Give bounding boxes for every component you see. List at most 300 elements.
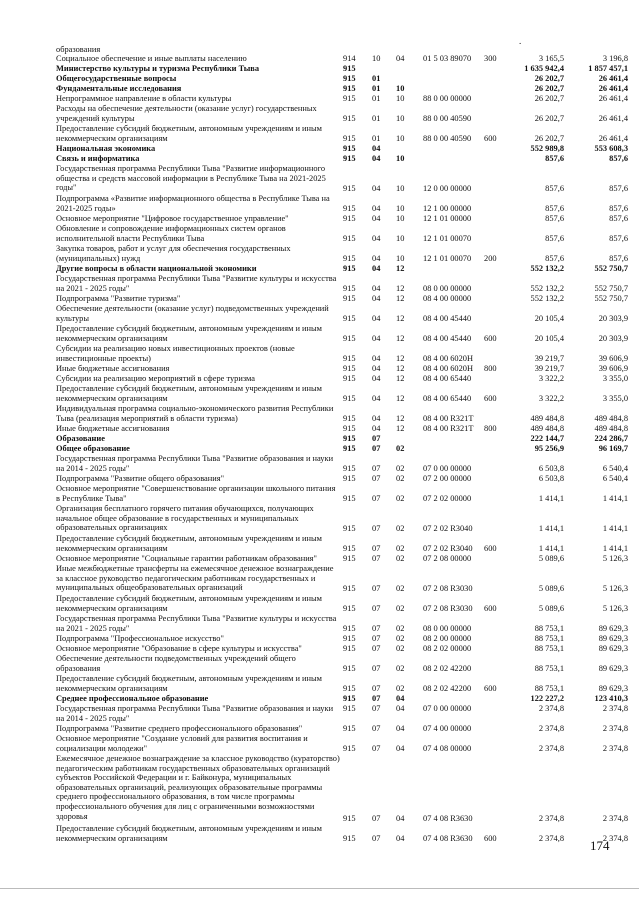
- row-name: Среднее профессиональное образование: [56, 694, 209, 703]
- code-rz: 07: [372, 544, 381, 553]
- code-cs: 08 0 00 00000: [423, 284, 472, 293]
- code-pr: 02: [396, 684, 405, 693]
- page-number: 174: [590, 838, 610, 853]
- code-gl: 915: [343, 814, 356, 823]
- code-cs: 12 1 01 00000: [423, 214, 472, 223]
- code-rz: 07: [372, 474, 381, 483]
- amount-2022: 2 374,8: [538, 704, 564, 713]
- row-name: Предоставление субсидий бюджетным, автономным учреждениям и иным некоммерческим организациям: [56, 594, 322, 613]
- amount-2023: 5 126,3: [602, 604, 628, 613]
- code-rz: 07: [372, 724, 381, 733]
- code-gl: 915: [343, 494, 356, 503]
- row-name: Связь и информатика: [56, 154, 140, 163]
- code-vr: 600: [484, 834, 497, 843]
- code-gl: 915: [343, 184, 356, 193]
- amount-2023: 857,6: [609, 254, 628, 263]
- code-rz: 01: [372, 84, 381, 93]
- code-rz: 07: [372, 744, 381, 753]
- code-pr: 02: [396, 584, 405, 593]
- code-vr: 600: [484, 544, 497, 553]
- code-rz: 07: [372, 584, 381, 593]
- row-name: Другие вопросы в области национальной экономики: [56, 264, 257, 273]
- code-cs: 07 4 08 R3630: [423, 834, 473, 843]
- amount-2022: 3 322,2: [538, 394, 564, 403]
- amount-2023: 553 608,3: [594, 144, 628, 153]
- code-gl: 915: [343, 294, 356, 303]
- row-name: Основное мероприятие "Совершенствование организации школьного питания в Республике Тыва": [56, 484, 336, 503]
- amount-2023: 89 629,3: [598, 664, 628, 673]
- code-gl: 915: [343, 464, 356, 473]
- code-rz: 01: [372, 94, 381, 103]
- row-name: образования: [56, 45, 101, 54]
- code-cs: 07 4 08 00000: [423, 744, 472, 753]
- code-cs: 08 2 02 42200: [423, 684, 472, 693]
- code-rz: 01: [372, 74, 381, 83]
- code-pr: 02: [396, 604, 405, 613]
- amount-2022: 88 753,1: [534, 644, 564, 653]
- amount-2023: 89 629,3: [598, 634, 628, 643]
- code-cs: 07 0 00 00000: [423, 704, 472, 713]
- amount-2023: 1 857 457,1: [588, 64, 628, 73]
- code-cs: 08 4 00 6020Н: [423, 354, 474, 363]
- code-gl: 915: [343, 84, 356, 93]
- code-rz: 04: [372, 414, 381, 423]
- code-pr: 10: [396, 184, 405, 193]
- code-pr: 12: [396, 284, 405, 293]
- code-cs: 08 4 00 45440: [423, 314, 472, 323]
- amount-2023: 5 126,3: [602, 584, 628, 593]
- amount-2023: 489 484,8: [594, 414, 628, 423]
- amount-2022: 95 256,9: [534, 444, 564, 453]
- code-pr: 04: [396, 724, 405, 733]
- amount-2023: 1 414,1: [602, 544, 628, 553]
- code-pr: 10: [396, 204, 405, 213]
- code-rz: 07: [372, 554, 381, 563]
- amount-2022: 222 144,7: [530, 434, 564, 443]
- code-cs: 08 2 02 42200: [423, 664, 472, 673]
- amount-2023: 5 126,3: [602, 554, 628, 563]
- code-rz: 04: [372, 354, 381, 363]
- code-rz: 07: [372, 464, 381, 473]
- amount-2023: 552 750,7: [594, 284, 628, 293]
- code-rz: 07: [372, 524, 381, 533]
- code-rz: 04: [372, 334, 381, 343]
- code-rz: 07: [372, 704, 381, 713]
- row-name: Социальное обеспечение и иные выплаты населению: [56, 54, 247, 63]
- amount-2023: 26 461,4: [598, 74, 628, 83]
- code-gl: 915: [343, 114, 356, 123]
- code-rz: 10: [372, 54, 381, 63]
- amount-2023: 2 374,8: [602, 704, 628, 713]
- amount-2022: 26 202,7: [534, 94, 564, 103]
- code-gl: 915: [343, 584, 356, 593]
- amount-2022: 857,6: [545, 214, 564, 223]
- code-pr: 12: [396, 424, 405, 433]
- row-name: Образование: [56, 434, 105, 443]
- amount-2023: 6 540,4: [602, 464, 628, 473]
- row-name: Предоставление субсидий бюджетным, автономным учреждениям и иным некоммерческим организациям: [56, 124, 322, 143]
- amount-2023: 3 355,0: [602, 394, 628, 403]
- amount-2023: 224 286,7: [594, 434, 628, 443]
- row-name: Ежемесячное денежное вознаграждение за классное руководство (кураторство) педагогическим работникам государственных образовательных организаций субъектов Российской Федерации и г. Байконура, муниципальных образовательных организаций, реализующих образовательные программы среднего профессионального образования, в том числе программы профессионального обучения для лиц с ограниченными возможностями здоровья: [56, 754, 340, 821]
- code-cs: 07 2 08 00000: [423, 554, 472, 563]
- code-gl: 915: [343, 364, 356, 373]
- code-gl: 915: [343, 744, 356, 753]
- code-pr: 04: [396, 814, 405, 823]
- code-pr: 02: [396, 644, 405, 653]
- code-vr: 300: [484, 54, 497, 63]
- row-name: Основное мероприятие "Образование в сфере культуры и искусства": [56, 644, 302, 653]
- code-rz: 07: [372, 444, 381, 453]
- code-cs: 08 4 00 00000: [423, 294, 472, 303]
- code-rz: 01: [372, 114, 381, 123]
- code-vr: 600: [484, 394, 497, 403]
- code-gl: 915: [343, 444, 356, 453]
- amount-2023: 857,6: [609, 234, 628, 243]
- code-pr: 12: [396, 414, 405, 423]
- code-cs: 07 2 02 00000: [423, 494, 472, 503]
- code-gl: 915: [343, 234, 356, 243]
- code-cs: 88 0 00 40590: [423, 114, 472, 123]
- row-name: Национальная экономика: [56, 144, 156, 153]
- code-rz: 04: [372, 284, 381, 293]
- code-gl: 915: [343, 554, 356, 563]
- amount-2023: 123 410,3: [594, 694, 628, 703]
- code-rz: 07: [372, 644, 381, 653]
- code-pr: 10: [396, 234, 405, 243]
- code-cs: 07 2 00 00000: [423, 474, 472, 483]
- amount-2023: 39 606,9: [598, 364, 628, 373]
- amount-2022: 552 132,2: [530, 294, 564, 303]
- code-gl: 915: [343, 204, 356, 213]
- code-pr: 10: [396, 84, 405, 93]
- amount-2023: 89 629,3: [598, 684, 628, 693]
- code-pr: 04: [396, 704, 405, 713]
- code-cs: 08 0 00 00000: [423, 624, 472, 633]
- amount-2022: 857,6: [545, 184, 564, 193]
- amount-2022: 5 089,6: [538, 554, 564, 563]
- amount-2023: 2 374,8: [602, 834, 628, 843]
- amount-2022: 39 219,7: [534, 354, 564, 363]
- amount-2022: 1 635 942,4: [524, 64, 564, 73]
- code-cs: 07 4 08 R3630: [423, 814, 473, 823]
- amount-2023: 89 629,3: [598, 644, 628, 653]
- amount-2023: 857,6: [609, 184, 628, 193]
- row-name: Предоставление субсидий бюджетным, автономным учреждениям и иным некоммерческим организациям: [56, 534, 322, 553]
- code-pr: 12: [396, 394, 405, 403]
- row-name: Государственная программа Республики Тыва "Развитие культуры и искусства на 2021 - 2025 годы": [56, 614, 337, 633]
- code-pr: 12: [396, 354, 405, 363]
- row-name: Основное мероприятие "Создание условий для развития воспитания и социализации молодежи": [56, 734, 308, 753]
- code-pr: 02: [396, 544, 405, 553]
- amount-2023: 2 374,8: [602, 744, 628, 753]
- amount-2022: 5 089,6: [538, 584, 564, 593]
- code-pr: 10: [396, 94, 405, 103]
- code-cs: 08 4 00 65440: [423, 394, 472, 403]
- row-name: Общее образование: [56, 444, 130, 453]
- amount-2022: 1 414,1: [538, 524, 564, 533]
- code-cs: 07 2 08 R3030: [423, 584, 473, 593]
- code-rz: 01: [372, 134, 381, 143]
- code-cs: 88 0 00 40590: [423, 134, 472, 143]
- amount-2022: 122 227,2: [530, 694, 564, 703]
- code-rz: 04: [372, 374, 381, 383]
- code-gl: 915: [343, 684, 356, 693]
- row-name: Государственная программа Республики Тыва "Развитие образования и науки на 2014 - 2025 годы": [56, 704, 334, 723]
- code-cs: 07 2 02 R3040: [423, 544, 473, 553]
- code-rz: 04: [372, 294, 381, 303]
- code-rz: 07: [372, 834, 381, 843]
- row-name: Иные бюджетные ассигнования: [56, 424, 170, 433]
- code-cs: 12 1 01 00070: [423, 234, 472, 243]
- amount-2023: 857,6: [609, 214, 628, 223]
- amount-2023: 20 303,9: [598, 334, 628, 343]
- amount-2022: 5 089,6: [538, 604, 564, 613]
- amount-2022: 20 105,4: [534, 334, 564, 343]
- code-gl: 915: [343, 394, 356, 403]
- amount-2022: 26 202,7: [534, 134, 564, 143]
- row-name: Государственная программа Республики Тыва "Развитие информационного общества и средств массовой информации в Республике Тыва на 2021-2025 годы": [56, 164, 326, 193]
- code-gl: 915: [343, 334, 356, 343]
- code-rz: 07: [372, 684, 381, 693]
- code-rz: 04: [372, 154, 381, 163]
- row-name: Закупка товаров, работ и услуг для обеспечения государственных (муниципальных) нужд: [56, 244, 291, 263]
- code-cs: 08 2 02 00000: [423, 644, 472, 653]
- code-vr: 800: [484, 424, 497, 433]
- code-rz: 07: [372, 634, 381, 643]
- row-name: Расходы на обеспечение деятельности (оказание услуг) государственных учреждений культуры: [56, 104, 317, 123]
- code-pr: 02: [396, 664, 405, 673]
- code-cs: 12 0 00 00000: [423, 184, 472, 193]
- row-name: Фундаментальные исследования: [56, 84, 182, 93]
- amount-2022: 88 753,1: [534, 634, 564, 643]
- code-rz: 04: [372, 214, 381, 223]
- code-pr: 02: [396, 464, 405, 473]
- code-pr: 04: [396, 54, 405, 63]
- code-rz: 04: [372, 184, 381, 193]
- code-rz: 04: [372, 254, 381, 263]
- code-pr: 02: [396, 634, 405, 643]
- amount-2023: 6 540,4: [602, 474, 628, 483]
- row-name: Обеспечение деятельности подведомственных учреждений общего образования: [56, 654, 296, 673]
- code-cs: 08 4 00 65440: [423, 374, 472, 383]
- code-rz: 07: [372, 434, 381, 443]
- code-pr: 02: [396, 494, 405, 503]
- row-name: Организация бесплатного горячего питания обучающихся, получающих начальное общее образование в государственных и муниципальных образовательных организациях: [56, 504, 314, 533]
- amount-2022: 2 374,8: [538, 724, 564, 733]
- code-pr: 02: [396, 444, 405, 453]
- row-name: Иные межбюджетные трансферты на ежемесячное денежное вознаграждение за классное руководство педагогическим работникам государственных и муниципальных общеобразовательных организаций: [56, 564, 334, 593]
- amount-2022: 6 503,8: [538, 464, 564, 473]
- code-gl: 915: [343, 64, 356, 73]
- row-name: Подпрограмма "Профессиональное искусство": [56, 634, 224, 643]
- amount-2022: 857,6: [545, 234, 564, 243]
- row-name: Предоставление субсидий бюджетным, автономным учреждениям и иным некоммерческим организациям: [56, 824, 322, 843]
- code-pr: 12: [396, 374, 405, 383]
- code-gl: 915: [343, 634, 356, 643]
- code-pr: 04: [396, 834, 405, 843]
- row-name: Субсидии на реализацию новых инвестиционных проектов (новые инвестиционные проекты): [56, 344, 295, 363]
- amount-2022: 1 414,1: [538, 494, 564, 503]
- amount-2022: 552 132,2: [530, 284, 564, 293]
- row-name: Предоставление субсидий бюджетным, автономным учреждениям и иным некоммерческим организациям: [56, 384, 322, 403]
- row-name: Государственная программа Республики Тыва "Развитие образования и науки на 2014 - 2025 годы": [56, 454, 334, 473]
- code-vr: 200: [484, 254, 497, 263]
- code-vr: 600: [484, 684, 497, 693]
- amount-2022: 6 503,8: [538, 474, 564, 483]
- code-pr: 02: [396, 624, 405, 633]
- row-name: Государственная программа Республики Тыва "Развитие культуры и искусства на 2021 - 2025 годы": [56, 274, 337, 293]
- amount-2022: 3 165,5: [538, 54, 564, 63]
- code-rz: 04: [372, 144, 381, 153]
- amount-2022: 2 374,8: [538, 834, 564, 843]
- code-vr: 800: [484, 364, 497, 373]
- amount-2022: 489 484,8: [530, 424, 564, 433]
- code-rz: 07: [372, 814, 381, 823]
- row-name: Подпрограмма "Развитие туризма": [56, 294, 181, 303]
- code-gl: 915: [343, 544, 356, 553]
- code-rz: 07: [372, 494, 381, 503]
- amount-2022: 39 219,7: [534, 364, 564, 373]
- amount-2022: 552 132,2: [530, 264, 564, 273]
- amount-2022: 88 753,1: [534, 624, 564, 633]
- amount-2023: 20 303,9: [598, 314, 628, 323]
- amount-2023: 489 484,8: [594, 424, 628, 433]
- code-cs: 07 4 00 00000: [423, 724, 472, 733]
- code-gl: 915: [343, 74, 356, 83]
- code-gl: 915: [343, 144, 356, 153]
- amount-2022: 857,6: [545, 154, 564, 163]
- code-cs: 07 0 00 00000: [423, 464, 472, 473]
- amount-2022: 2 374,8: [538, 814, 564, 823]
- amount-2023: 2 374,8: [602, 724, 628, 733]
- row-name: Основное мероприятие "Цифровое государственное управление": [56, 214, 289, 223]
- code-gl: 915: [343, 254, 356, 263]
- row-name: Непрограммное направление в области культуры: [56, 94, 232, 103]
- row-name: Обеспечение деятельности (оказание услуг) подведомственных учреждений культуры: [56, 304, 329, 323]
- amount-2023: 39 606,9: [598, 354, 628, 363]
- amount-2023: 96 169,7: [598, 444, 628, 453]
- code-rz: 04: [372, 234, 381, 243]
- code-cs: 08 4 00 R321T: [423, 424, 474, 433]
- code-gl: 914: [343, 54, 356, 63]
- row-name: Субсидии на реализацию мероприятий в сфере туризма: [56, 374, 256, 383]
- code-vr: 600: [484, 134, 497, 143]
- code-pr: 12: [396, 294, 405, 303]
- code-gl: 915: [343, 724, 356, 733]
- code-cs: 12 1 01 00070: [423, 254, 472, 263]
- row-name: Подпрограмма "Развитие общего образования": [56, 474, 225, 483]
- code-pr: 10: [396, 114, 405, 123]
- code-cs: 08 4 00 45440: [423, 334, 472, 343]
- code-cs: 88 0 00 00000: [423, 94, 472, 103]
- code-gl: 915: [343, 284, 356, 293]
- amount-2023: 552 750,7: [594, 264, 628, 273]
- amount-2023: 2 374,8: [602, 814, 628, 823]
- code-rz: 04: [372, 314, 381, 323]
- code-pr: 12: [396, 264, 405, 273]
- code-cs: 12 1 00 00000: [423, 204, 472, 213]
- amount-2023: 3 355,0: [602, 374, 628, 383]
- code-gl: 915: [343, 314, 356, 323]
- row-name: Основное мероприятие "Социальные гарантии работникам образования": [56, 554, 317, 563]
- amount-2023: 857,6: [609, 204, 628, 213]
- code-pr: 10: [396, 154, 405, 163]
- code-pr: 10: [396, 214, 405, 223]
- amount-2022: 88 753,1: [534, 684, 564, 693]
- amount-2022: 489 484,8: [530, 414, 564, 423]
- amount-2022: 26 202,7: [534, 114, 564, 123]
- row-name: Индивидуальная программа социально-экономического развития Республики Тыва (реализация мероприятий в области туризма): [56, 404, 334, 423]
- code-pr: 12: [396, 334, 405, 343]
- code-rz: 07: [372, 664, 381, 673]
- code-rz: 04: [372, 264, 381, 273]
- code-gl: 915: [343, 374, 356, 383]
- code-gl: 915: [343, 474, 356, 483]
- code-rz: 07: [372, 694, 381, 703]
- amount-2023: 1 414,1: [602, 524, 628, 533]
- code-gl: 915: [343, 134, 356, 143]
- code-cs: 08 4 00 R321T: [423, 414, 474, 423]
- amount-2023: 857,6: [609, 154, 628, 163]
- amount-2023: 26 461,4: [598, 94, 628, 103]
- code-rz: 04: [372, 364, 381, 373]
- row-name: Министерство культуры и туризма Республики Тыва: [56, 64, 260, 73]
- code-pr: 10: [396, 254, 405, 263]
- code-pr: 02: [396, 524, 405, 533]
- page-marker: .: [519, 36, 522, 46]
- code-gl: 915: [343, 664, 356, 673]
- code-gl: 915: [343, 624, 356, 633]
- code-vr: 600: [484, 334, 497, 343]
- amount-2023: 552 750,7: [594, 294, 628, 303]
- code-rz: 04: [372, 204, 381, 213]
- code-rz: 04: [372, 424, 381, 433]
- bottom-rule: [0, 888, 639, 889]
- code-gl: 915: [343, 214, 356, 223]
- code-rz: 04: [372, 394, 381, 403]
- code-gl: 915: [343, 424, 356, 433]
- amount-2022: 26 202,7: [534, 84, 564, 93]
- code-rz: 07: [372, 604, 381, 613]
- code-cs: 07 2 02 R3040: [423, 524, 473, 533]
- code-gl: 915: [343, 524, 356, 533]
- row-name: Подпрограмма «Развитие информационного общества в Республике Тыва на 2021-2025 годы»: [56, 194, 330, 213]
- code-gl: 915: [343, 154, 356, 163]
- code-rz: 07: [372, 624, 381, 633]
- amount-2022: 1 414,1: [538, 544, 564, 553]
- row-name: Подпрограмма "Развитие среднего профессионального образования": [56, 724, 303, 733]
- code-cs: 08 4 00 6020Н: [423, 364, 474, 373]
- code-pr: 12: [396, 364, 405, 373]
- code-cs: 08 2 00 00000: [423, 634, 472, 643]
- amount-2022: 20 105,4: [534, 314, 564, 323]
- code-gl: 915: [343, 834, 356, 843]
- amount-2022: 26 202,7: [534, 74, 564, 83]
- amount-2023: 26 461,4: [598, 134, 628, 143]
- row-name: Предоставление субсидий бюджетным, автономным учреждениям и иным некоммерческим организациям: [56, 674, 322, 693]
- code-cs: 01 5 03 89070: [423, 54, 472, 63]
- code-gl: 915: [343, 354, 356, 363]
- code-gl: 915: [343, 264, 356, 273]
- amount-2022: 857,6: [545, 254, 564, 263]
- code-gl: 915: [343, 434, 356, 443]
- amount-2023: 26 461,4: [598, 114, 628, 123]
- code-gl: 915: [343, 94, 356, 103]
- amount-2022: 88 753,1: [534, 664, 564, 673]
- amount-2022: 2 374,8: [538, 744, 564, 753]
- row-name: Обновление и сопровождение информационных систем органов исполнительной власти Республики Тыва: [56, 224, 286, 243]
